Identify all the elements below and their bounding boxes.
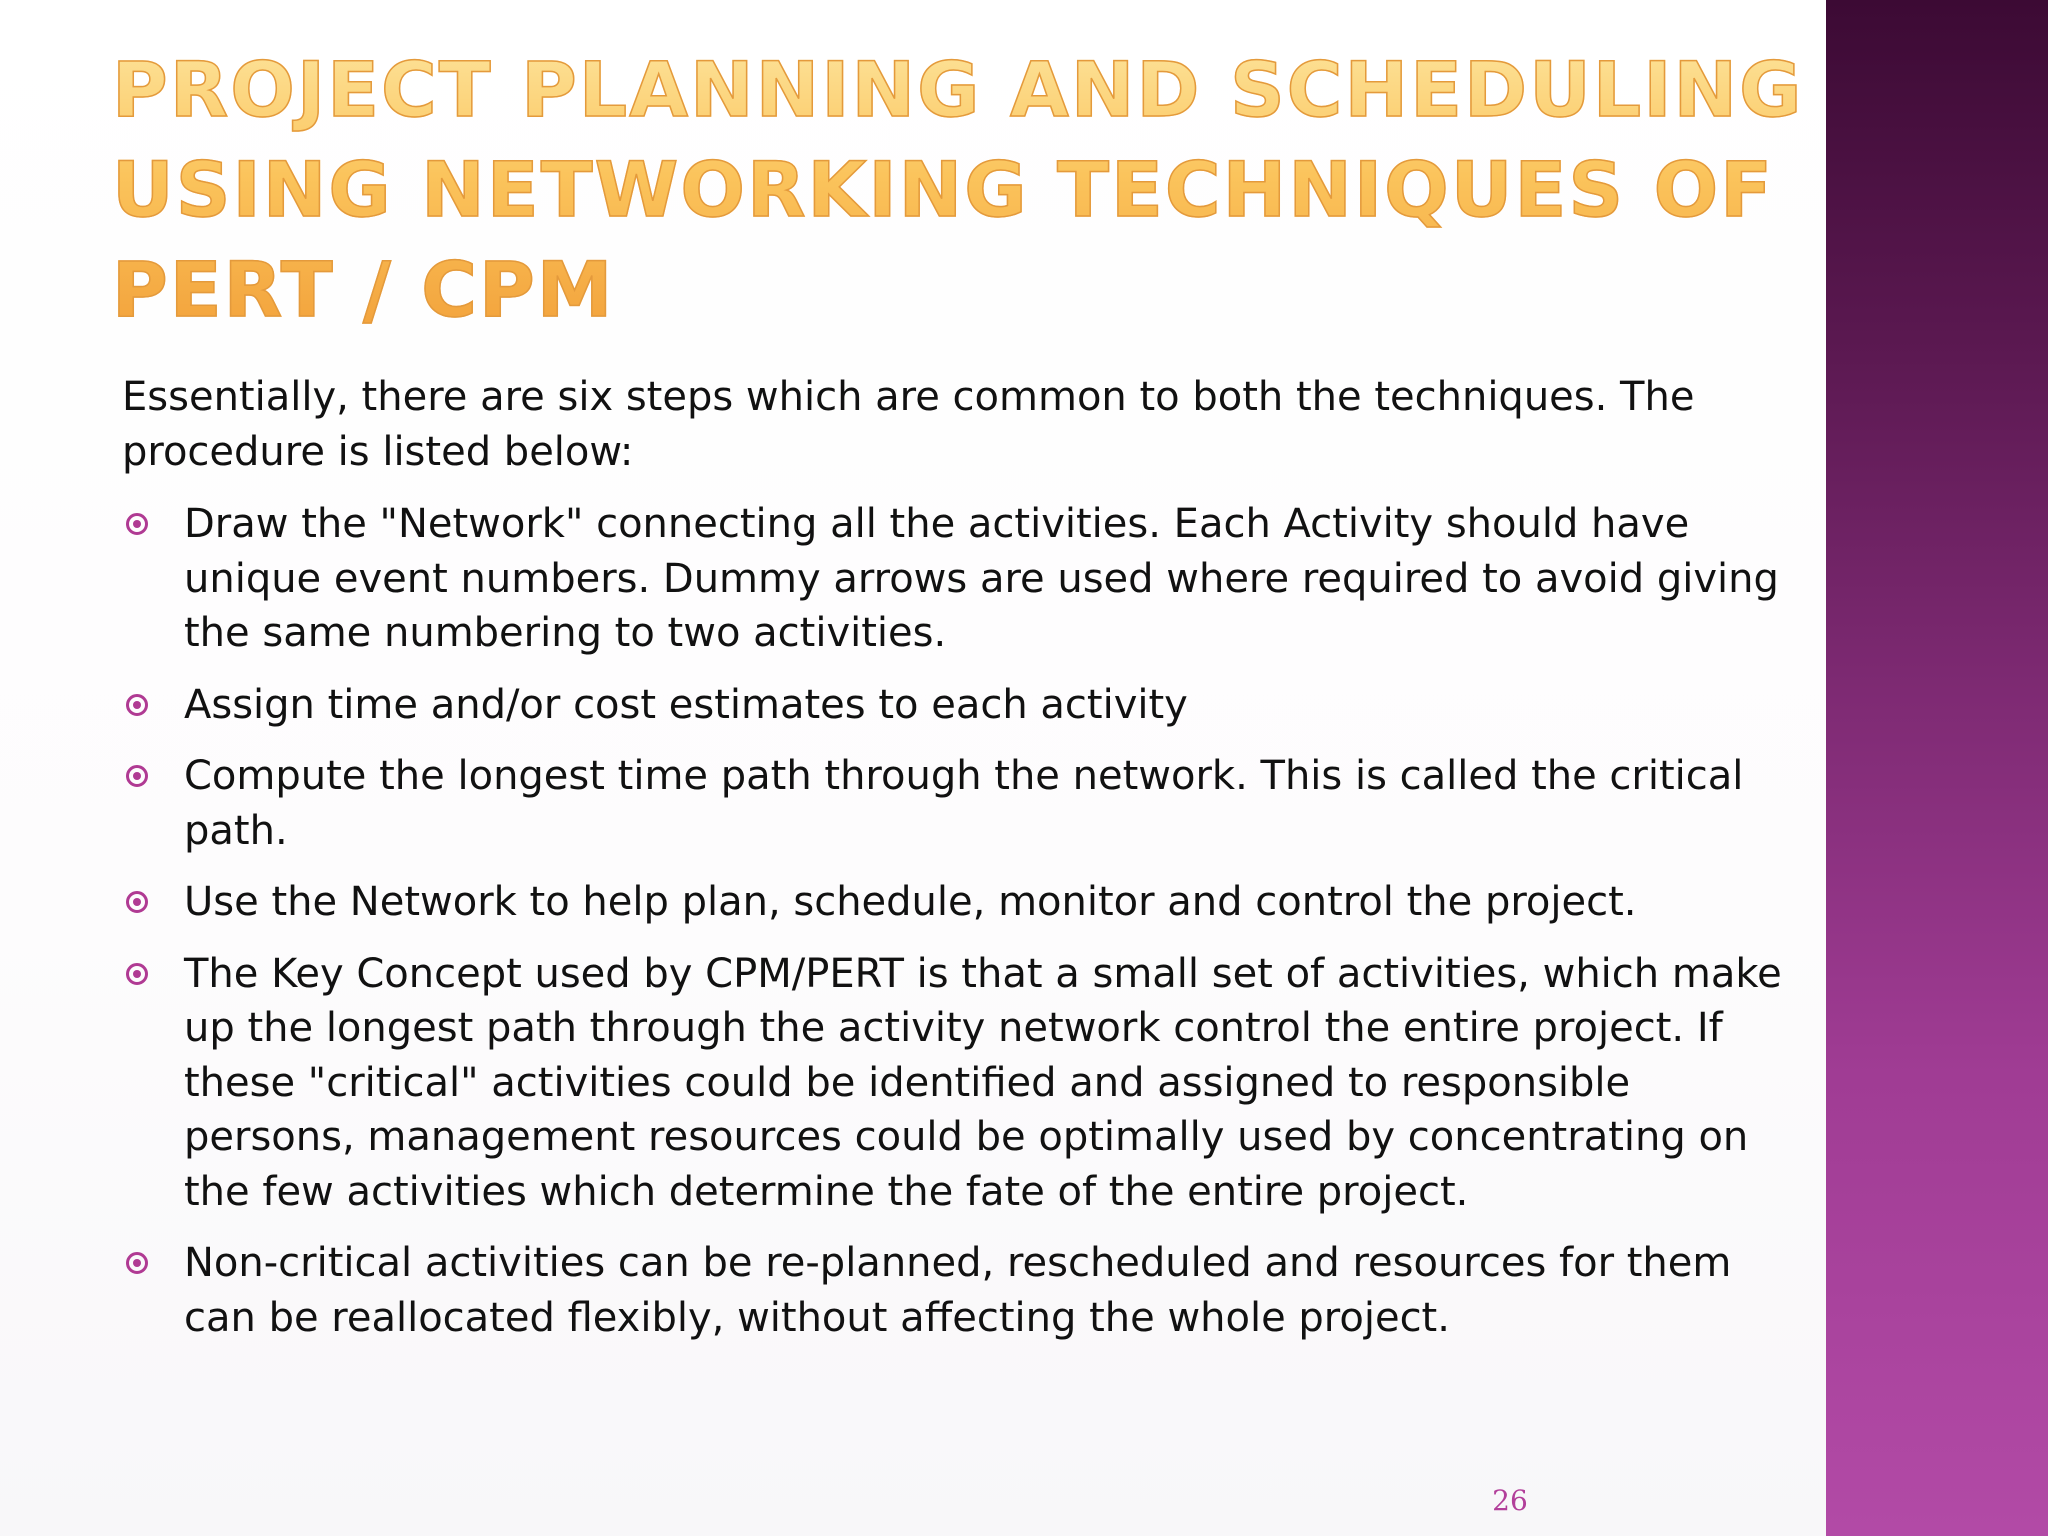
intro-paragraph: Essentially, there are six steps which are common to both the techniques. The procedure is listed below:: [122, 374, 1695, 475]
bullet-text: Non-critical activities can be re-planned, rescheduled and resources for them can be reallocated flexibly, without affecting the whole project.: [184, 1240, 1732, 1341]
circled-dot-icon: [126, 765, 148, 787]
page-number: 26: [1492, 1484, 1528, 1517]
bullet-text: Draw the "Network" connecting all the activities. Each Activity should have unique event numbers. Dummy arrows are used where required to avoid giving the same numbering to two activities.: [184, 501, 1779, 656]
bullet-item: [122, 1236, 1782, 1345]
bullet-text: The Key Concept used by CPM/PERT is that a small set of activities, which make up the longest path through the activity network control the entire project. If these "critical" activities could be identified and assigned to responsible persons, management resources could be optimally used by concentrating on the few activities which determine the fate of the entire project.: [184, 950, 1782, 1215]
bullet-item: [122, 678, 1782, 733]
circled-dot-icon: [126, 694, 148, 716]
bullet-item: [122, 875, 1782, 930]
circled-dot-icon: [126, 1252, 148, 1274]
circled-dot-icon: [126, 891, 148, 913]
decorative-sidebar: [1826, 0, 2048, 1536]
bullet-text: Compute the longest time path through the network. This is called the critical path.: [184, 753, 1744, 854]
bullet-item: [122, 749, 1782, 858]
bullet-item: [122, 947, 1782, 1220]
circled-dot-icon: [126, 513, 148, 535]
circled-dot-icon: [126, 963, 148, 985]
slide-title: PROJECT PLANNING AND SCHEDULING USING NETWORKING TECHNIQUES OF PERT / CPM: [112, 40, 1812, 340]
bullet-text: Assign time and/or cost estimates to each activity: [184, 681, 1188, 728]
bullet-item: [122, 497, 1782, 661]
bullet-text: Use the Network to help plan, schedule, monitor and control the project.: [184, 879, 1637, 925]
bullet-list: [122, 497, 1782, 1362]
